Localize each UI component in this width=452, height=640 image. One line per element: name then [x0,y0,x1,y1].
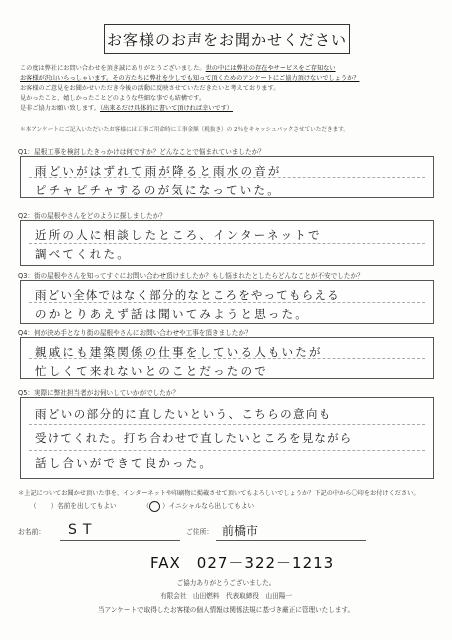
answer-3-line-2: のかとりあえず話は聞いてみようと思った。 [35,307,309,321]
address-underline [216,540,366,541]
intro-line-2a: お客様が沢山いらっしゃいます。 [20,75,113,82]
choice-name-ok-label: 名前を出してもよい [57,502,117,510]
answer-box-4 [20,337,434,379]
answer-box-5 [20,397,434,479]
fax-number: FAX 027－322－1213 [150,554,335,572]
answer-5-line-3: 話し合いができて良かった。 [35,456,214,470]
address-value: 前橋市 [222,524,259,538]
intro-line-1b: 世の中には弊社の存在やサービスをご存知ない [205,65,336,72]
intro-line-1a: この度は弊社にお問い合わせを頂き誠にありがとうございました。 [20,65,206,72]
question-3-label: Q3：街の屋根やさんを知ってすぐにお問い合わせ頂けましたか？もし悩まれたとしたらどんなことが不安でしたか？ [18,272,364,280]
question-4-label: Q4：何が決め手となり街の屋根やさんにお問い合わせや工事を頂きましたか？ [18,329,252,337]
answer-2-line-1: 近所の人に相談したところ、インターネットで [35,228,322,242]
thanks-text: ご協力ありがとうございました。 [176,579,276,587]
choice-initials-ok[interactable]: （ ）イニシャルなら出してもよい [142,502,255,510]
answer-2-line-2: 調べてくれた。 [35,247,131,261]
answer-5-line-1: 雨どいの部分的に直したいという、こちらの意向も [35,407,332,421]
question-2-label: Q2：街の屋根やさんをどのように探しましたか？ [18,212,166,220]
answer-4-line-2: 忙しくて来れないとのことだったので [35,364,268,378]
intro-line-2 [20,74,436,84]
answer-5-line-2: 受けてくれた。打ち合わせで直したいところを見ながら [35,431,353,445]
answer-box-3 [20,280,434,324]
answer-box-1 [20,156,434,198]
company-name: 有限会社 山田燃料 代表取締役 山田陽一 [160,592,292,600]
privacy-note: 当アンケートで取得したお客様の個人情報は関係法規に基づき厳正に管理いたします。 [97,606,355,614]
publish-choices [30,500,254,512]
answer-rule [29,243,425,244]
cashback-note: ＊本アンケートにご記入いただいたお客様には工事ご用命時に工事金額（税抜き）の 2％をキャッシュバックさせていただきます。 [20,127,349,133]
choice-name-ok[interactable]: （ ）名前を出してもよい [30,502,117,510]
customer-info-row [18,522,438,544]
question-1-label: Q1：屋根工事を検討したきっかけは何ですか？どんなことで悩まれていましたか？ [18,148,265,156]
answer-1-line-1: 雨どいがはずれて雨が降ると雨水の音が [35,164,282,178]
intro-line-5a: 是非ご協力お願い致します。 [20,105,100,112]
answer-box-2 [20,220,434,266]
name-label: お名前： [18,528,46,536]
choice-initials-ok-label: イニシャルなら出してもよい [168,502,255,510]
intro-line-4: 見かったこと、嬉しかったことどのような些細な事でも結構です。 [20,95,206,102]
answer-rule [29,450,425,451]
question-5-label: Q5：実際に弊社担当者がお伺いしていかがでしたか？ [18,389,180,397]
publish-consent-note: ＊上記についてお聞かせ頂いた事を、インターネットや印刷物に掲載させて頂いてもよろしいでしょうか？下記の中から〇印をお付けください。 [18,490,420,497]
intro-line-2b: その方たちに弊社を少しでも知って頂くためのアンケートにご協力頂けないでしょうか？ [112,75,360,82]
selected-circle-icon [149,501,160,512]
address-label: ご住所： [186,528,214,536]
name-value: ST [68,522,98,538]
answer-4-line-1: 親戚にも建築関係の仕事をしている人もいたが [35,345,323,359]
answer-rule [29,424,425,425]
answer-3-line-1: 雨どい全体ではなく部分的なところをやってもらえる [35,288,340,302]
name-underline [60,540,180,541]
intro-line-1 [20,64,436,74]
answer-1-line-2: ピチャピチャするのが気になっていた。 [35,183,281,197]
intro-text [20,64,436,114]
intro-line-5b: （出来るだけ具体的に書いて頂ければ幸いです） [99,105,233,112]
page-title: お客様のお声をお聞かせください [104,24,350,54]
intro-line-5 [20,104,436,114]
intro-line-3: お客様のご意見をお聞かせいただき今後の活動に反映させていただきたいと考えております。 [20,85,280,92]
